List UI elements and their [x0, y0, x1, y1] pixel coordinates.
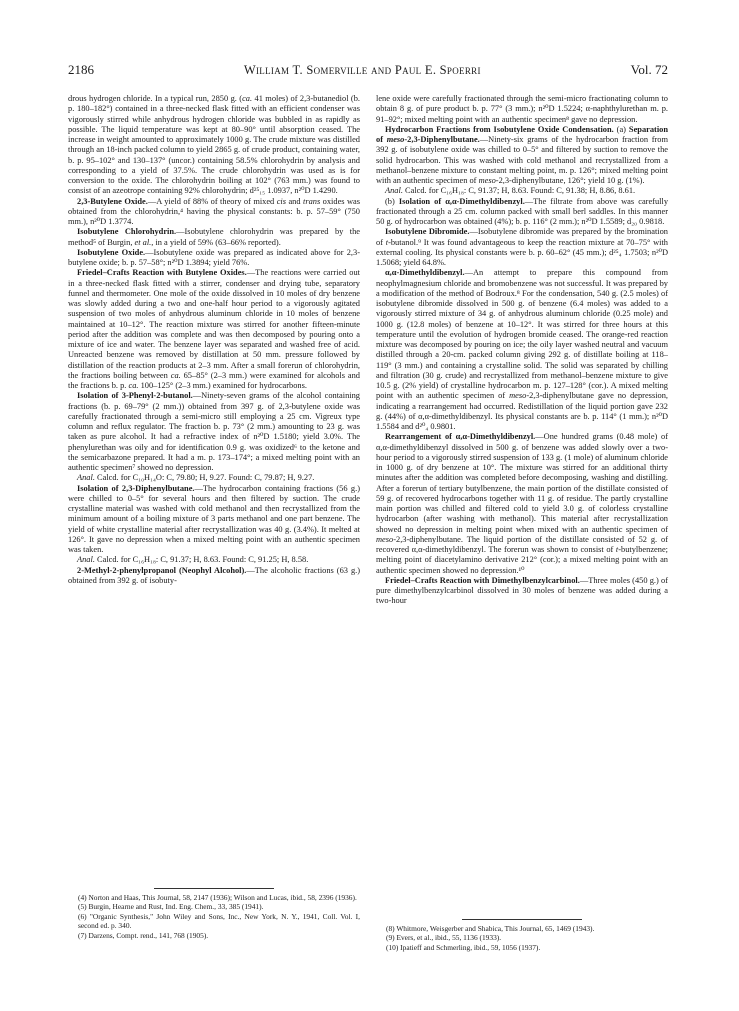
styled-text-run: Isolation of 3-Phenyl-2-butanol. — [77, 391, 193, 401]
text-run: Calcd. for C₁₀H₁₄O: C, 79.80; H, 9.27. Found: C, 79.87; H, 9.27. — [94, 473, 315, 483]
styled-text-run: meso — [478, 176, 496, 185]
footnote: (5) Burgin, Hearne and Rust, Ind. Eng. Chem., 33, 385 (1941). — [78, 902, 264, 912]
text-run: —Isobutylene oxide was prepared as indicated above for 2,3-butylene oxide; b. p. 57–58°; n²⁰D 1.3894; yield 76%. — [68, 247, 360, 267]
footnote: (10) Ipatieff and Schmerling, ibid., 59, 1056 (1937). — [386, 942, 541, 952]
paragraph — [376, 94, 668, 125]
paragraph — [68, 555, 360, 565]
styled-text-run: Isolation of α,α-Dimethyldibenzyl. — [398, 196, 525, 206]
text-run: lene oxide were carefully fractionated through the semi-micro fractionating column to obtain 8 g. of pure product b. p. 77° (3 mm.); n²⁰D 1.5224; α-naphthylurethan m. p. 91–92°; mixed melting point with an authentic specimen⁸ gave no depression. — [376, 94, 668, 124]
text-run: -2,3-diphenylbutane. The liquid portion of the distillate consisted of 52 g. of recovered α,α-dimethyldibenzyl. The forerun was shown to consist of — [376, 534, 668, 554]
footnote: (8) Whitmore, Weisgerber and Shabica, This Journal, 65, 1469 (1943). — [386, 924, 595, 933]
text-run: 100–125° (2–3 mm.) examined for hydrocarbons. — [138, 381, 307, 390]
styled-text-run: t — [615, 545, 619, 554]
left-text-column — [68, 94, 360, 586]
styled-text-run: α,α-Dimethyldibenzyl. — [385, 268, 465, 278]
volume-label: Vol. 72 — [630, 62, 668, 77]
styled-text-run: meso — [386, 135, 405, 144]
text-run: —Ninety-seven grams of the alcohol containing fractions (b. p. 69–79° (2 mm.)) obtained from 397 g. of 2,3-butylene oxide was carefully fractionated through a semi-micro still employing a 25 cm. Vigreux type column and reflux regulator. The fraction b. p. 73° (2 mm.) amounting to 23 g. was taken as pure alcohol. It had a refractive index of n²⁰D 1.5180; yield 3.0%. The phenylurethan was oily and for identification 0.9 g. was oxidized⁶ to the ketone and the semicarbazone prepared. It had a m. p. 173–174°; a mixed melting point with an authentic specimen⁷ showed no depression. — [68, 391, 360, 472]
running-head-authors: William T. Somerville and Paul E. Spoerri — [243, 63, 481, 77]
page-header — [68, 62, 668, 82]
styled-text-run: t — [385, 237, 389, 247]
styled-text-run: ca. — [128, 381, 139, 390]
styled-text-run: Anal. — [77, 473, 95, 483]
footnote-rule — [462, 919, 582, 920]
styled-text-run: Isobutylene Oxide. — [77, 247, 146, 257]
styled-text-run: Isolation of 2,3-Diphenylbutane. — [77, 483, 195, 493]
paragraph — [376, 227, 668, 268]
text-run: —Ninety-six grams of the hydrocarbon fraction from 392 g. of isobutylene oxide was chilled to 0–5° and filtered by suction to remove the solid hydrocarbon. This was washed with cold methanol and recrystallized from a methanol–benzene mixture to constant melting point, m. p. 126°; mixed melting point with an authentic specimen of — [376, 135, 668, 185]
paragraph — [68, 227, 360, 248]
footnote: (4) Norton and Haas, This Journal, 58, 2147 (1936); Wilson and Lucas, ibid., 58, 2396 (1936). — [78, 893, 357, 902]
text-run: —One hundred grams (0.48 mole) of α,α-dimethyldibenzyl dissolved in 500 g. of benzene was added slowly over a two-hour period to a vigorously stirred suspension of 133 g. (1 mole) of aluminum chloride in 1000 g. of dry benzene at 10°. The mixture was stirred for an additional thirty minutes after the addition was completed before decomposing, washing and distilling. After a forerun of tertiary butylbenzene, the main portion of the distillate consisted of 59 g. of recovered hydrocarbons together with 11 g. of residue. The partly crystalline main portion was chilled and filtered cold to yield 3.0 g. of colorless crystalline hydrocarbon (after washing with methanol). This material after recrystallization showed no depression in melting point when mixed with an authentic specimen of — [376, 432, 669, 534]
styled-text-run: Friedel–Crafts Reaction with Butylene Oxides. — [77, 268, 247, 278]
paragraph — [376, 186, 668, 196]
styled-text-run: Separation of — [376, 124, 669, 144]
styled-text-run: 2-Methyl-2-phenylpropanol (Neophyl Alcohol). — [77, 565, 247, 575]
text-run: —Three moles (450 g.) of pure dimethylbenzylcarbinol dissolved in 30 moles of benzene was added during a two-hour — [376, 575, 668, 606]
text-run: —The reactions were carried out in a three-necked flask fitted with a stirrer, condenser and drying tube, separatory funnel and thermometer. One mole of the oxide dissolved in 10 moles of dry benzene was slowly added during a two and one-half hour period to a vigorously agitated suspension of two moles of anhydrous aluminum chloride in 10 moles of benzene maintained at 10–12°. The reaction mixture was stirred for another fifteen-minute period after the addition was complete and was then decomposed by pouring onto a mixture of ice and water. The benzene layer was separated and washed free of acid. Unreacted benzene was removed by distillation at 50 mm. pressure followed by distillation of the reaction products at 2–3 mm. After a small forerun of chlorohydrin, the fractions boiling between — [68, 268, 360, 380]
footnote-rule — [154, 888, 274, 889]
styled-text-run: meso — [509, 391, 527, 401]
footnote: (7) Darzens, Compt. rend., 141, 768 (1905). — [78, 930, 209, 940]
paragraph — [68, 566, 360, 587]
right-text-column — [376, 94, 668, 607]
footnote: (6) "Organic Synthesis," John Wiley and Sons, Inc., New York, N. Y., 1941, Coll. Vol. I, second ed. p. 340. — [78, 911, 360, 931]
styled-text-run: -2,3-Diphenylbutane. — [404, 135, 480, 144]
paragraph — [68, 197, 360, 228]
styled-text-run: Hydrocarbon Fractions from Isobutylene Oxide Condensation. — [385, 124, 614, 134]
styled-text-run: Friedel–Crafts Reaction with Dimethylbenzylcarbinol. — [385, 575, 580, 585]
text-run: Calcd. for C₁₆H₁₈: C, 91.37; H, 8.63. Found: C, 91.25; H, 8.58. — [94, 555, 309, 565]
text-run: —An attempt to prepare this compound from neophylmagnesium chloride and bromobenzene was not successful. It was prepared by a modification of the method of Bodroux.⁸ For the condensation, 540 g. (2.5 moles) of isobutylene dibromide dissolved in 500 g. of benzene (6.4 moles) was added to a vigorously stirred mixture of 34 g. of anhydrous aluminum chloride (0.25 mole) and 1000 g. (12.8 moles) of benzene at 10–12°. It was stirred for three hours at this temperature until the evolution of hydrogen bromide ceased. The orange-red reaction mixture was decomposed by pouring on ice; the oily layer washed neutral and vacuum distilled through a 20-cm. packed column giving 292 g. of distillate boiling at 118–119° (3 mm.) and containing a crystalline solid. The solid was separated by chilling and filtration (30 g. crude) and recrystallized from methanol–benzene mixture to give 10.5 g. (2% yield) of crystalline hydrocarbon m. p. 127–128° (cor.). A mixed melting point with an authentic specimen of — [376, 268, 668, 401]
footnotes-right — [376, 919, 668, 952]
text-run: —The hydrocarbon containing fractions (56 g.) were chilled to 0–5° for several hours and then filtered by suction. The crude crystalline material was washed with cold methanol and then recrystallized from the minimum amount of a boiling mixture of 3 parts methanol and one part benzene. The yield of white crystalline material after recrystallization was 40 g. (3.4%). It melted at 126°. It gave no depression when a mixed melting point with an authentic specimen was taken. — [68, 483, 360, 554]
paragraph — [376, 576, 668, 607]
styled-text-run: Anal. — [385, 186, 403, 196]
text-run: Calcd. for C₁₆H₁₈: C, 91.37; H, 8.63. Found: C, 91.38; H, 8.86, 8.61. — [402, 186, 636, 196]
styled-text-run: 2,3-Butylene Oxide. — [77, 196, 148, 206]
paragraph — [68, 94, 360, 197]
text-run: —The alcoholic fractions (63 g.) obtained from 392 g. of isobuty- — [68, 565, 361, 585]
text-run: -2,3-diphenylbutane, 126°; yield 10 g. (1%). — [495, 176, 645, 185]
styled-text-run: et al. — [134, 237, 152, 247]
footnote: (9) Evers, et al., ibid., 55, 1136 (1933). — [386, 933, 502, 943]
text-run: , in a yield of 59% (63–66% reported). — [151, 237, 281, 247]
paragraph — [68, 248, 360, 269]
text-run: (b) — [385, 196, 399, 206]
paragraph — [68, 484, 360, 556]
paragraph — [376, 432, 668, 576]
text-run: drous hydrogen chloride. In a typical run, 2850 g. ( — [68, 94, 243, 103]
footnotes-left — [68, 888, 360, 940]
text-run: 65–85° (2–3 mm.) were examined for alcohols and the fractions b. p. — [68, 370, 360, 390]
text-run: -butylbenzene; melting point of diacetylamino derivative 212° (cor.); a mixed melting point with an authentic specimen showed no depression.¹⁰ — [376, 545, 668, 575]
paragraph — [68, 268, 360, 391]
text-run: and — [286, 196, 303, 206]
text-run: —Isobutylene dibromide was prepared by the bromination of — [376, 227, 668, 247]
styled-text-run: meso — [376, 534, 394, 544]
text-run: -2,3-diphenylbutane gave no depression, indicating a rearrangement had occurred. Redistillation of the liquid portion gave 232 g. (44%) of α,α-dimethyldibenzyl. Its physical constants are b. p. 114° (1 mm.); n²⁰D 1.5584 and d²⁰₄ 0.9801. — [376, 391, 668, 431]
text-run: —A yield of 88% of theory of mixed — [147, 196, 277, 206]
paragraph — [68, 391, 360, 473]
styled-text-run: Isobutylene Chlorohydrin. — [77, 227, 177, 237]
text-run: 41 moles) of 2,3-butanediol (b. p. 180–182°) contained in a three-necked flask fitted with an efficient condenser was vigorously stirred while anhydrous hydrogen chloride was bubbled in as rapidly as possible. The liquid temperature was kept at 80–90° until absorption ceased. The increase in weight amounted to approximately 1000 g. The crude mixture was distilled through an 18-inch packed column to yield 2865 g. of crude product, containing water, b. p. 95–102° and 130–137° (uncor.) containing 58.5% chlorohydrin by analysis and corresponding to a yield of 37.5%. The crude chlorohydrin was used as is for conversion to the oxide. The chlorohydrin boiling at 102° (763 mm.) was found to consist of an azeotrope containing 92% chlorohydrin; d²⁵₁₅ 1.0937, n²⁰D 1.4290. — [68, 94, 361, 196]
styled-text-run: trans — [303, 196, 321, 206]
text-run: —Isobutylene chlorohydrin was prepared by the method⁵ of Burgin, — [68, 227, 360, 247]
text-run: —The filtrate from above was carefully fractionated through a 25 cm. column packed with small berl saddles. In this manner 50 g. of hydrocarbon was obtained (4%); b. p. 116° (2 mm.); n²⁰D 1.5589; d₂₀ 0.9818. — [376, 196, 669, 226]
text-run: (a) — [613, 124, 629, 134]
text-run: oxides was obtained from the chlorohydrin,⁴ having the physical constants: b. p. 57–59° (750 mm.), n²⁰D 1.3774. — [68, 196, 361, 226]
styled-text-run: Rearrangement of α,α-Dimethyldibenzyl. — [385, 432, 536, 442]
paragraph — [376, 125, 668, 187]
styled-text-run: ca. — [242, 94, 253, 103]
paragraph — [376, 268, 668, 432]
styled-text-run: Anal. — [77, 555, 95, 565]
styled-text-run: ca. — [170, 370, 181, 380]
page-number: 2186 — [68, 62, 94, 77]
paragraph — [68, 473, 360, 483]
styled-text-run: cis — [276, 196, 287, 206]
text-run: -butanol.⁹ It was found advantageous to keep the reaction mixture at 70–75° with external cooling. Its physical constants were b. p. 60–62° (45 mm.); d²⁵₄ 1.7503; n²⁰D 1.5068; yield 64.8%. — [376, 237, 668, 267]
styled-text-run: Isobutylene Dibromide. — [385, 227, 470, 237]
paragraph — [376, 197, 668, 228]
